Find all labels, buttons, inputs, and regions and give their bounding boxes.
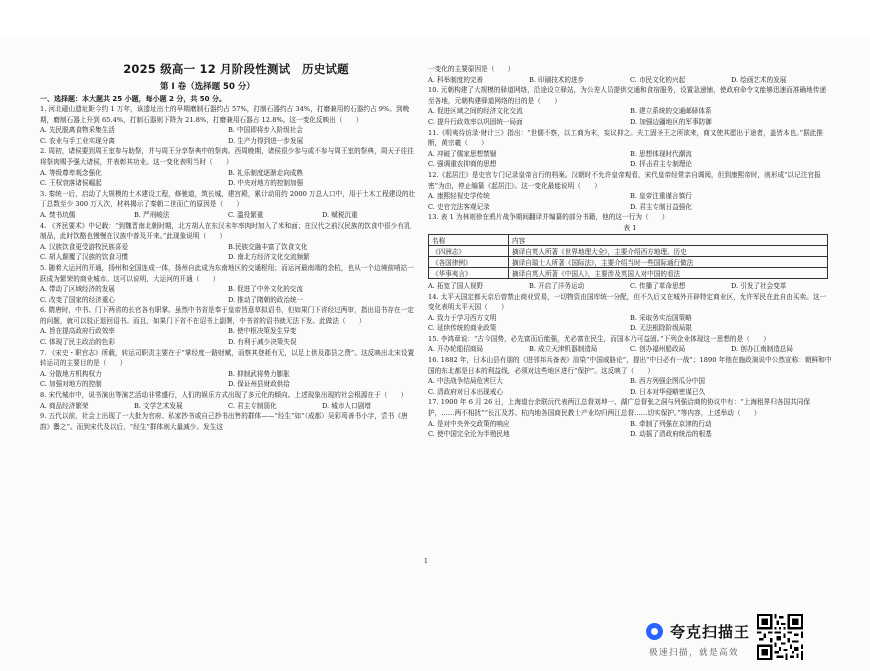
answer-option: D. 有利于减少决策失误: [228, 338, 297, 347]
scanner-slogan: 极速扫描，就是高效: [649, 648, 740, 658]
answer-option: B. 开启了洋务运动: [529, 281, 585, 290]
answer-options: [428, 313, 832, 334]
answer-option: C. 王权衰落诸侯崛起: [40, 179, 102, 188]
answer-options: [40, 326, 416, 347]
left-column: [40, 104, 416, 432]
answer-option: A. 旨在提高政府行政效率: [40, 327, 115, 336]
answer-options: [428, 106, 832, 127]
question-block: [428, 334, 832, 355]
right-column: [428, 64, 832, 440]
answer-option: D. 君主专制日益强化: [630, 202, 692, 211]
table-header-row: [429, 234, 828, 245]
answer-option: D. 推动了隋朝的政治统一: [228, 295, 304, 304]
question-stem: 12.《起居注》是史官专门记录皇帝言行的档案。汉朝时不允许皇帝观看，宋代皇帝经常亲自调阅，但到康熙帝时，则形成“以记注官报密”为由，停止编纂《起居注》。这一变化最能说明（ ）: [428, 170, 821, 190]
page-number: 1: [424, 558, 428, 565]
question-stem: 1. 河北磁山遗址距今约 1 万年，该遗址出土的早期磨制石器约占 57%，打制石器约占 34%，打磨兼用的石器约占 9%。到晚期，磨制石器上升到 65.4%，打制石器则下降为 21.8%，打磨兼用石器占 12.8%。这一变化反映出（ ）: [40, 105, 410, 124]
question-stem: 11.《明夷待访录·财计三》指出：“世儒不察，以工商为末，妄议抑之。夫工固圣王之所欲来，商又使其愿出于途者，盖皆本也。”据此推断，黄宗羲（ ）: [428, 128, 824, 148]
answer-options: [428, 75, 832, 86]
answer-option: D. 日本对华侵略密谋已久: [630, 387, 706, 396]
part-heading: 第 I 卷（选择题 50 分）: [160, 82, 255, 92]
answer-options: [40, 242, 416, 263]
answer-option: B. 建立系统的交通邮驿体系: [630, 107, 712, 116]
table-row: [429, 245, 828, 256]
question-block: [428, 85, 832, 127]
question-stem: 8. 宋代城市中，说书演出等演艺活动非常盛行，人们的娱乐方式出现了多元化的倾向。上述现象出现的社会根源在于（ ）: [40, 391, 408, 400]
answer-option: B. 严刑峻法: [134, 210, 170, 219]
question-block: [40, 263, 416, 305]
answer-option: B. 思想体现时代潮流: [630, 149, 692, 158]
question-stem: 3. 秦统一后，启动了大规模的土木建设工程，修驰道，筑长城，建宫殿，累计动用约 2000 万总人口中，用于土木工程建设的壮丁总数至少 300 万人次，材料揭示了秦朝二世而亡的原因是（ ）: [40, 189, 416, 209]
question-block: [40, 390, 416, 411]
table-row: [429, 256, 828, 267]
answer-option: B. 成立天津机器制造局: [529, 345, 598, 354]
question-block: [40, 189, 416, 221]
answer-options: [40, 284, 416, 305]
answer-option: D. 引发了社会变革: [731, 281, 787, 290]
answer-option: A. 致力于学习西方文明: [428, 313, 497, 322]
answer-option: A. 开办轮船招商局: [428, 345, 484, 354]
table-cell: 摘译自英人所著《世界地理大全》，主要介绍西方地理、历史: [509, 245, 828, 256]
answer-option: A. 康熙轻视史学传统: [428, 192, 490, 201]
table-row: [429, 267, 828, 278]
question-stem: 14. 太平天国定都天京后曾禁止商业贸易，一切物资由国库统一分配，但不久后又在城外开辟特定商业区，允许军民在此自由买卖。这一变化表明太平天国（ ）: [428, 292, 827, 312]
answer-option: D. 保证州县财政供给: [228, 380, 290, 389]
question-block: [40, 104, 416, 146]
top-margin: [0, 0, 870, 36]
answer-option: A. 分散地方机构权力: [40, 369, 102, 378]
answer-option: D. 赋税沉重: [322, 210, 358, 219]
question-stem: 6. 隋唐时，中书、门下两省的长官各有职掌。虽然中书省是奉于皇帝旨意草拟诏书，但如果门下省经过两审，指出诏书存在一定的问题，就可以驳正退回诏书。而且，如果门下省不在诏书上副署，中书省的诏书就无法下发。此做法（ ）: [40, 306, 414, 325]
answer-option: C. 清政府对日本出现戒心: [428, 387, 503, 396]
answer-option: C. 传播了革命思想: [630, 281, 686, 290]
answer-option: A. 等级尊卑观念强化: [40, 168, 102, 177]
question-block: [40, 146, 416, 188]
table-cell: 《华事夷言》: [429, 267, 509, 278]
answer-options: [40, 125, 416, 146]
answer-option: D. 绘画艺术的发展: [731, 75, 787, 84]
answer-option: B. 促进了中外文化的交流: [228, 285, 303, 294]
answer-option: D. 无法根除阶级局限: [630, 324, 692, 333]
question-block: [428, 64, 832, 85]
answer-option: A. 促进区域之间的经济文化交流: [428, 107, 523, 116]
answer-option: B. 使中枢决策发生异变: [228, 327, 297, 336]
question-stem: 5. 随着大运河的开通，扬州和全国连成一体，扬州自此成为东南地区的交通枢纽；而运河最南端的余杭，也从一个边境前哨站一跃成为繁荣的商业城市。这可以说明，大运河的开通（ ）: [40, 263, 414, 283]
question-block: [428, 355, 832, 397]
question-stem: 4. 《齐民要术》中记载：“到魏晋南北朝时期，北方胡人在东汉末年率肉时加入了米和面；在汉代之前汉民族的饮食中很少有乳制品，此时饮酪也慢慢在汉族中普及开来。”此现象说明（ ）: [40, 221, 411, 241]
question-block: [40, 411, 416, 432]
question-stem: 一变化的主要原因是（ ）: [428, 65, 515, 73]
answer-option: D. 城市人口剧增: [322, 401, 371, 410]
question-stem: 17. 1900 年 6 月 26 日，上海道台余联沅代表两江总督刘坤一、湖广总督张之洞与列强洽商的协议中有：“上海租界归各国共同保护，……两不相扰”“长江及苏、杭内地各国商民教士产业均归两江总督……切实保护。”等内容，上述举动（ ）: [428, 398, 811, 418]
answer-option: B. 采取务实治国策略: [630, 313, 692, 322]
answer-option: A. 汉族饮食更受游牧民族喜爱: [40, 242, 129, 251]
answer-option: A. 冲破了儒家思想禁锢: [428, 149, 497, 158]
answer-option: C. 加强对地方的控制: [40, 380, 102, 389]
answer-option: D. 抨击君主专制理论: [630, 160, 692, 169]
answer-option: C. 延续传统的商业政策: [428, 324, 497, 333]
question-stem: 15. 李鸿章说：“古今国势，必先富而后能强，尤必富在民生，而国本乃可益固。”下列企业体现这一思想的是（ ）: [428, 334, 770, 343]
answer-options: [428, 344, 832, 355]
question-stem: 2. 周初，诸侯要到周王室参与助祭，并与周王分享祭典中的祭肉。西周晚期，诸侯很少参与或不参与周王室的祭典，周天子往往将祭肉赐予强大诸侯，并表彰其功业。这一变化表明当时（ ）: [40, 147, 414, 166]
answer-option: B. 牵制了列强在京津的行动: [630, 419, 712, 428]
answer-option: C. 市民文化的兴起: [630, 75, 686, 84]
question-block: [428, 281, 832, 292]
question-block: [428, 128, 832, 170]
table-cell: 《各国律例》: [429, 256, 509, 267]
question-block: [428, 397, 832, 439]
answer-option: C. 改变了国家的经济重心: [40, 295, 115, 304]
scanner-app-name: 夸克扫描王: [670, 623, 751, 641]
answer-option: D. 中央对地方的控制加强: [228, 179, 304, 188]
question-stem: 9. 五代以前，社会上出现了一大批为官府、私家抄书或自己抄书出售的群体——“经生”如“（成都）吴彩鸾善书小字，尝书《唐韵》鬻之”。而到宋代及以后，“经生”群体则大量减少。发生这: [40, 412, 408, 431]
question-block: [428, 292, 832, 334]
answer-options: [428, 419, 832, 440]
section-heading: 一、选择题：本大题共 25 小题，每小题 2 分，共 50 分。: [40, 95, 226, 103]
answer-option: B. 抑制武将势力膨胀: [228, 369, 290, 378]
answer-options: [428, 376, 832, 397]
question-stem: 10. 元朝构建了大规模的驿道网络，沿途设立驿站，为公差人员提供交通和食宿服务，设置急递铺，使政府命令文能够迅速而准确地传递至各地，元朝构建驿道网络的目的是（ ）: [428, 86, 827, 105]
answer-option: A. 中法战争结局危害巨大: [428, 377, 503, 386]
table-caption: 表 1: [623, 223, 637, 232]
answer-option: C. 强调重农抑商的思想: [428, 160, 497, 169]
answer-options: [40, 168, 416, 189]
question-block: [428, 170, 832, 212]
qr-code-icon: [757, 614, 803, 660]
answer-option: C. 农业与手工业实现分离: [40, 136, 115, 145]
question-block: [40, 221, 416, 263]
answer-option: B. 中国即将步入阶级社会: [228, 126, 303, 135]
question-stem: 16. 1882 年，日本山县有朋的《进邻邦兵备表》渲染“中国威胁论”，提出“中日必有一战”；1890 年他在施政演说中公然宣称：朝鲜和中国的东北都是日本的利益线，必须对这些地区进行“保护”。这反映了（ ）: [428, 356, 832, 375]
answer-options: [40, 401, 416, 412]
answer-options: [428, 149, 832, 170]
answer-option: D. 创办江南制造总局: [731, 345, 793, 354]
scanner-logo-icon: [646, 623, 663, 640]
answer-option: C. 使中国完全沦为半殖民地: [428, 430, 510, 439]
answer-option: A. 商品经济繁荣: [40, 401, 89, 410]
answer-option: B. 文学艺术发展: [134, 401, 183, 410]
answer-options: [428, 281, 832, 292]
question-block: [40, 305, 416, 347]
answer-option: C. 创办福州船政局: [630, 345, 686, 354]
exam-title: 2025 级高一 12 月阶段性测试 历史试题: [123, 62, 349, 76]
answer-option: D. 生产力得到进一步发展: [228, 136, 304, 145]
answer-option: A. 拓宽了国人视野: [428, 281, 484, 290]
answer-options: [428, 191, 832, 212]
table-header-content: 内容: [509, 234, 828, 245]
question-stem: 13. 表 1 为林则徐在鸦片战争期间翻译并编纂的部分书籍，他的这一行为（ ）: [428, 213, 669, 222]
answer-option: A. 带动了区域经济的发展: [40, 285, 115, 294]
table-cell: 摘译自瑞士人所著《国际法》，主要介绍当时一些国际通行做法: [509, 256, 828, 267]
answer-option: C. 史官完法客观记录: [428, 202, 490, 211]
answer-option: C. 胡人颠覆了汉族的饮食习惯: [40, 253, 129, 262]
answer-option: B. 皇帝注重谨言慎行: [630, 192, 692, 201]
answer-options: [40, 369, 416, 390]
answer-options: [40, 210, 416, 221]
answer-option: B. 印刷技术的进步: [529, 75, 585, 84]
table-cell: 摘译自英人所著《中国人》，主要涉及英国人对中国的看法: [509, 267, 828, 278]
answer-option: B. 西方列强企图瓜分中国: [630, 377, 705, 386]
answer-option: A. 是对中央外交政策的响应: [428, 419, 510, 428]
answer-option: D. 南北方经济文化交流频繁: [228, 253, 310, 262]
answer-option: A. 焚书坑儒: [40, 210, 76, 219]
answer-option: C. 体现了民主政治的色彩: [40, 338, 115, 347]
scanner-watermark: [646, 621, 756, 661]
answer-option: B. 礼乐制度逐渐走向成熟: [228, 168, 303, 177]
question-block: [40, 348, 416, 390]
answer-option: A. 科举制度的完善: [428, 75, 484, 84]
question-stem: 7. 《宋史・职官志》所载，转运司职责主要在于“掌经度一路财赋，而察其登耗有无，以足上供及郡县之费”。这反映出北宋设置转运司的主要目的是（ ）: [40, 348, 415, 368]
answer-option: C. 滥役繁重: [228, 210, 264, 219]
answer-option: B.民族交融丰富了饮食文化: [228, 242, 308, 251]
answer-option: C. 君主专制弱化: [228, 401, 277, 410]
answer-option: A. 先民脱离食物采集生活: [40, 126, 115, 135]
table-header-name: 名称: [429, 234, 509, 245]
answer-option: D. 动摇了清政府统治的根基: [630, 430, 712, 439]
question-block: [428, 212, 832, 223]
books-table: [428, 234, 828, 279]
answer-option: C. 提升行政效率以巩固统一局面: [428, 117, 523, 126]
answer-option: D. 加强边疆地区的军事防御: [630, 117, 712, 126]
table-cell: 《四洲志》: [429, 245, 509, 256]
